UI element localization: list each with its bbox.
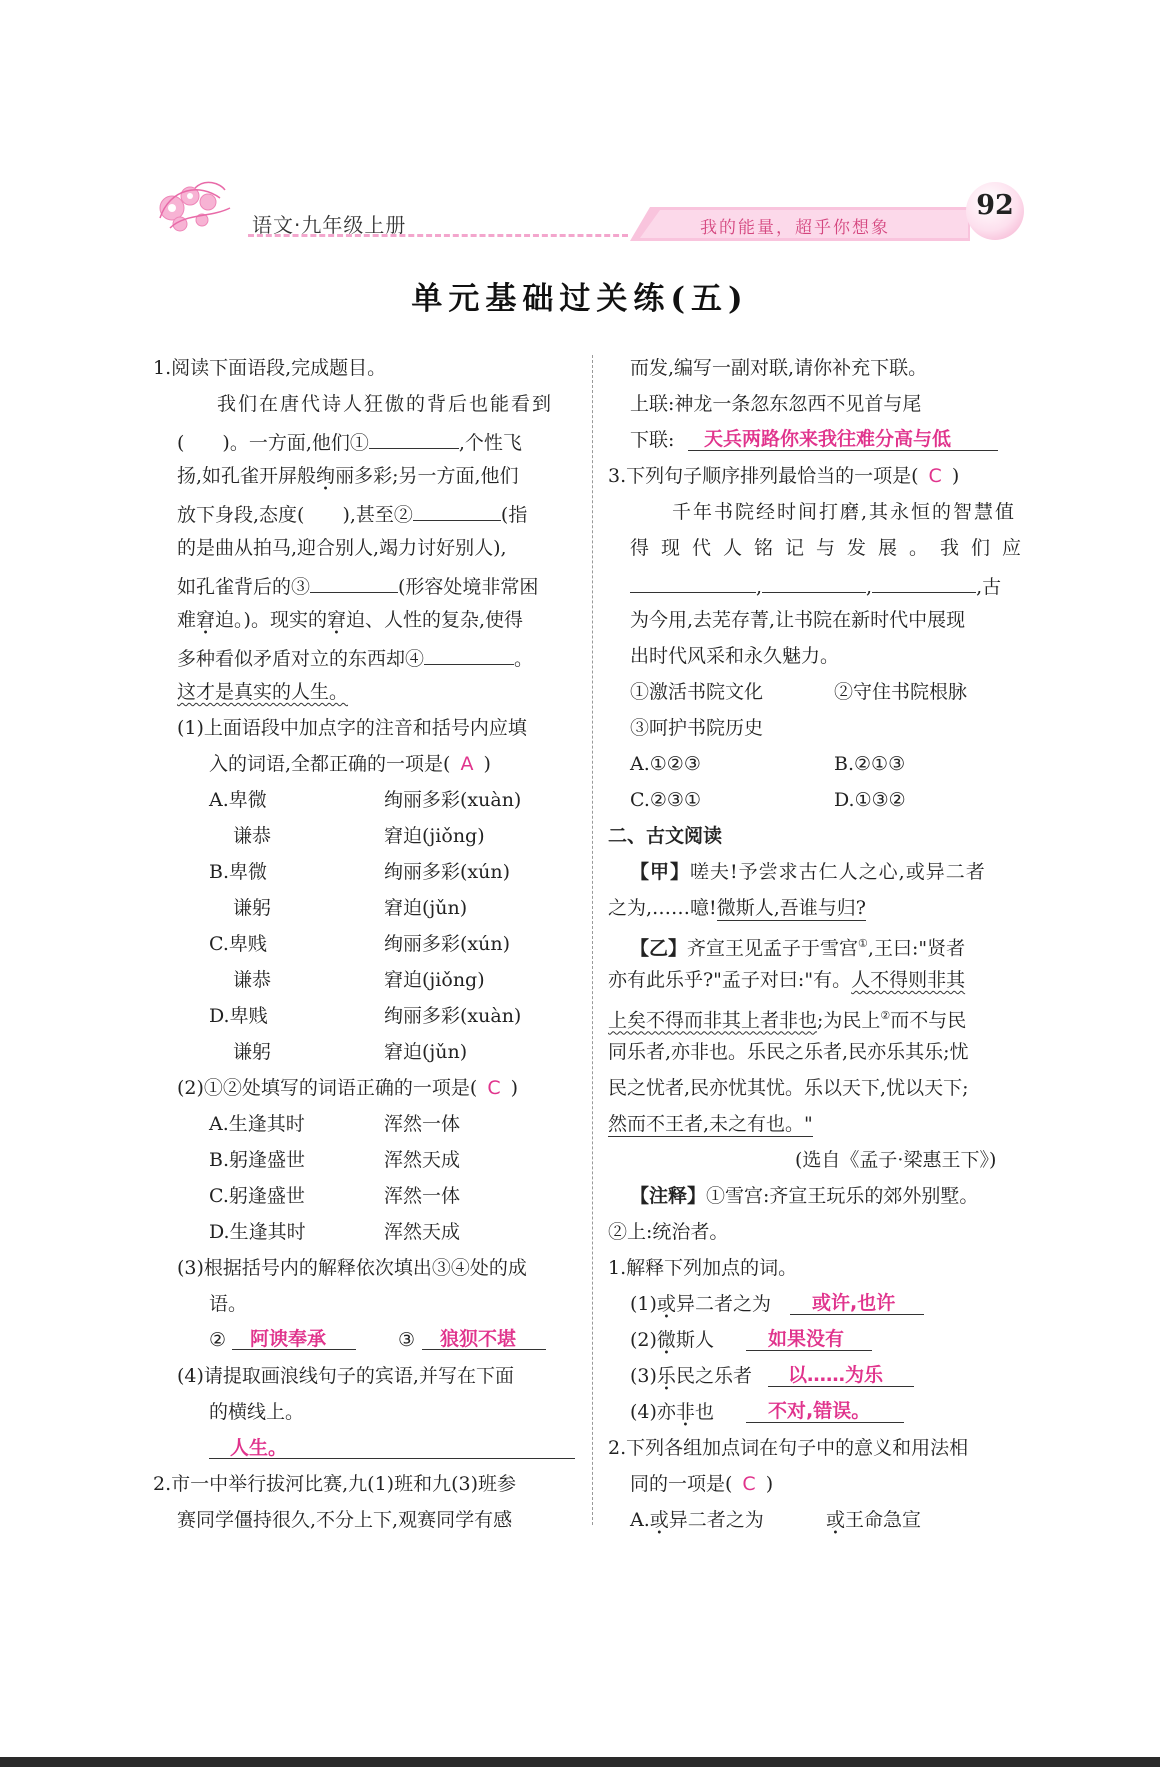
- q3-passage-2: 得现代人铭记与发展。我们应: [630, 537, 1034, 559]
- yi-line-6: 然而不王者,未之有也。": [608, 1113, 813, 1135]
- q2-line-3: 而发,编写一副对联,请你补充下联。: [630, 357, 928, 379]
- opt-c-3: 谦恭: [233, 969, 272, 991]
- ex1-answer-3: 以……为乐: [788, 1364, 884, 1386]
- sub2-d-2: 浑然天成: [384, 1221, 461, 1243]
- q2-lower-label: 下联:: [630, 429, 675, 451]
- ex2-line-1: 2.下列各组加点词在句子中的意义和用法相: [608, 1437, 969, 1459]
- opt-a-1: A.卑微: [209, 789, 267, 811]
- sub1-answer: A: [460, 753, 474, 775]
- passage-line-3: 扬,如孔雀开屏般绚丽多彩;另一方面,他们: [177, 465, 519, 487]
- ex1-answer-4: 不对,错误。: [768, 1400, 871, 1422]
- q2-answer: 天兵两路你来我往难分高与低: [704, 428, 952, 450]
- q3-passage-3: , , ,古: [630, 572, 1001, 596]
- opt-b-2: 绚丽多彩(xún): [384, 861, 511, 883]
- yi-line-4: 同乐者,亦非也。乐民之乐者,民亦乐其乐;忧: [608, 1041, 969, 1063]
- ex2-line-2: 同的一项是( C ): [630, 1473, 774, 1495]
- q2-line-1: 2.市一中举行拔河比赛,九(1)班和九(3)班参: [153, 1473, 516, 1495]
- sub1-line-2: 入的词语,全都正确的一项是( A ): [209, 753, 491, 775]
- opt-b-3: 谦躬: [233, 897, 272, 919]
- ex1-item-1: (1)或异二者之为: [630, 1293, 771, 1315]
- sub3-line-1: (3)根据括号内的解释依次填出③④处的成: [177, 1257, 527, 1279]
- q3-option-d: D.①③②: [834, 789, 906, 811]
- opt-d-1: D.卑贱: [209, 1005, 268, 1027]
- opt-d-2: 绚丽多彩(xuàn): [384, 1005, 522, 1027]
- q2-upper-couplet: 上联:神龙一条忽东忽西不见首与尾: [630, 393, 922, 415]
- sub4-line-2: 的横线上。: [209, 1401, 305, 1423]
- passage-line-5: 的是曲从拍马,迎合别人,竭力讨好别人),: [177, 537, 507, 559]
- sub3-mark-3: ③: [398, 1329, 416, 1351]
- q3-item-2: ②守住书院根脉: [834, 681, 968, 703]
- opt-c-4: 窘迫(jiǒng): [384, 969, 485, 991]
- opt-a-3: 谦恭: [233, 825, 272, 847]
- sub2-stem: (2)①②处填写的词语正确的一项是( C ): [177, 1077, 519, 1099]
- sub2-d-1: D.生逢其时: [209, 1221, 306, 1243]
- q3-answer: C: [928, 465, 942, 487]
- opt-a-2: 绚丽多彩(xuàn): [384, 789, 522, 811]
- header-dashed-line: [248, 234, 628, 237]
- sub2-answer: C: [487, 1077, 501, 1099]
- opt-c-1: C.卑贱: [209, 933, 267, 955]
- sub2-a-1: A.生逢其时: [209, 1113, 305, 1135]
- sub1-line-1: (1)上面语段中加点字的注音和括号内应填: [177, 717, 527, 739]
- yi-line-3: 上矣不得而非其上者非也;为民上②而不与民: [608, 1009, 967, 1032]
- ex1-answer-2: 如果没有: [768, 1328, 845, 1350]
- page-number: 92: [976, 190, 1014, 221]
- q2-line-2: 赛同学僵持很久,不分上下,观赛同学有感: [177, 1509, 513, 1531]
- jia-line-2: 之为,……噫!微斯人,吾谁与归?: [608, 897, 866, 919]
- ex1-item-2: (2)微斯人: [630, 1329, 714, 1351]
- jia-line-1: 【甲】嗟夫!予尝求古仁人之心,或异二者: [630, 861, 986, 883]
- bottom-bar: [0, 1757, 1160, 1767]
- q3-passage-5: 出时代风采和永久魅力。: [630, 645, 840, 667]
- opt-a-4: 窘迫(jiǒng): [384, 825, 485, 847]
- page-title: 单元基础过关练(五): [411, 281, 749, 317]
- opt-d-4: 窘迫(jǔn): [384, 1041, 468, 1063]
- sub3-answer-3: 狼狈不堪: [440, 1328, 517, 1350]
- passage-line-9: 这才是真实的人生。: [177, 681, 349, 703]
- slogan-text: 我的能量，超乎你想象: [700, 218, 890, 238]
- ex2-option-a-left: A.或异二者之为: [630, 1509, 764, 1531]
- column-divider: [592, 355, 593, 1525]
- q3-passage-1: 千年书院经时间打磨,其永恒的智慧值: [672, 501, 1017, 523]
- ex1-item-4: (4)亦非也: [630, 1401, 714, 1423]
- q3-option-a: A.①②③: [630, 753, 701, 775]
- yi-line-5: 民之忧者,民亦忧其忧。乐以天下,忧以天下;: [608, 1077, 969, 1099]
- passage-line-4: 放下身段,态度( ),甚至② (指: [177, 500, 527, 524]
- sub2-c-2: 浑然一体: [384, 1185, 461, 1207]
- passage-line-6: 如孔雀背后的③ (形容处境非常困: [177, 572, 538, 596]
- ex1-stem: 1.解释下列加点的词。: [608, 1257, 798, 1279]
- sub3-answer-2: 阿谀奉承: [250, 1328, 327, 1350]
- passage-line-1: 我们在唐代诗人狂傲的背后也能看到: [217, 393, 554, 415]
- passage-line-2: ( )。一方面,他们① ,个性飞: [177, 428, 522, 452]
- ex1-answer-1: 或许,也许: [812, 1292, 896, 1314]
- note-line-2: ②上:统治者。: [608, 1221, 729, 1243]
- sub2-b-1: B.躬逢盛世: [209, 1149, 306, 1171]
- opt-b-1: B.卑微: [209, 861, 268, 883]
- sub2-b-2: 浑然天成: [384, 1149, 461, 1171]
- section-2-heading: 二、古文阅读: [608, 825, 723, 847]
- yi-line-1: 【乙】齐宣王见孟子于雪宫①,王曰:"贤者: [630, 937, 966, 960]
- q3-option-b: B.②①③: [834, 753, 906, 775]
- q3-item-1: ①激活书院文化: [630, 681, 764, 703]
- ex2-option-a-right: 或王命急宣: [826, 1509, 922, 1531]
- sub3-mark-2: ②: [209, 1329, 227, 1351]
- q1-stem: 1.阅读下面语段,完成题目。: [153, 357, 387, 379]
- flower-ornament-icon: [150, 178, 240, 238]
- sub4-answer: 人生。: [230, 1437, 288, 1459]
- passage-line-7: 难窘迫。)。现实的窘迫、人性的复杂,使得: [177, 609, 524, 631]
- q3-stem: 3.下列句子顺序排列最恰当的一项是( C ): [608, 465, 960, 487]
- opt-c-2: 绚丽多彩(xún): [384, 933, 511, 955]
- ex1-item-3: (3)乐民之乐者: [630, 1365, 752, 1387]
- opt-b-4: 窘迫(jǔn): [384, 897, 468, 919]
- yi-line-2: 亦有此乐乎?"孟子对曰:"有。人不得则非其: [608, 969, 966, 991]
- source-citation: (选自《孟子·梁惠王下》): [795, 1149, 997, 1171]
- sub3-line-2: 语。: [209, 1293, 248, 1315]
- q3-item-3: ③呵护书院历史: [630, 717, 764, 739]
- sub2-a-2: 浑然一体: [384, 1113, 461, 1135]
- passage-line-8: 多种看似矛盾对立的东西却④ 。: [177, 644, 533, 668]
- note-line-1: 【注释】①雪宫:齐宣王玩乐的郊外别墅。: [630, 1185, 979, 1207]
- sub4-line-1: (4)请提取画浪线句子的宾语,并写在下面: [177, 1365, 514, 1387]
- ex2-answer: C: [742, 1473, 756, 1495]
- subject-label: 语文·九年级上册: [252, 213, 407, 237]
- q3-option-c: C.②③①: [630, 789, 701, 811]
- opt-d-3: 谦躬: [233, 1041, 272, 1063]
- q3-passage-4: 为今用,去芜存菁,让书院在新时代中展现: [630, 609, 966, 631]
- sub2-c-1: C.躬逢盛世: [209, 1185, 305, 1207]
